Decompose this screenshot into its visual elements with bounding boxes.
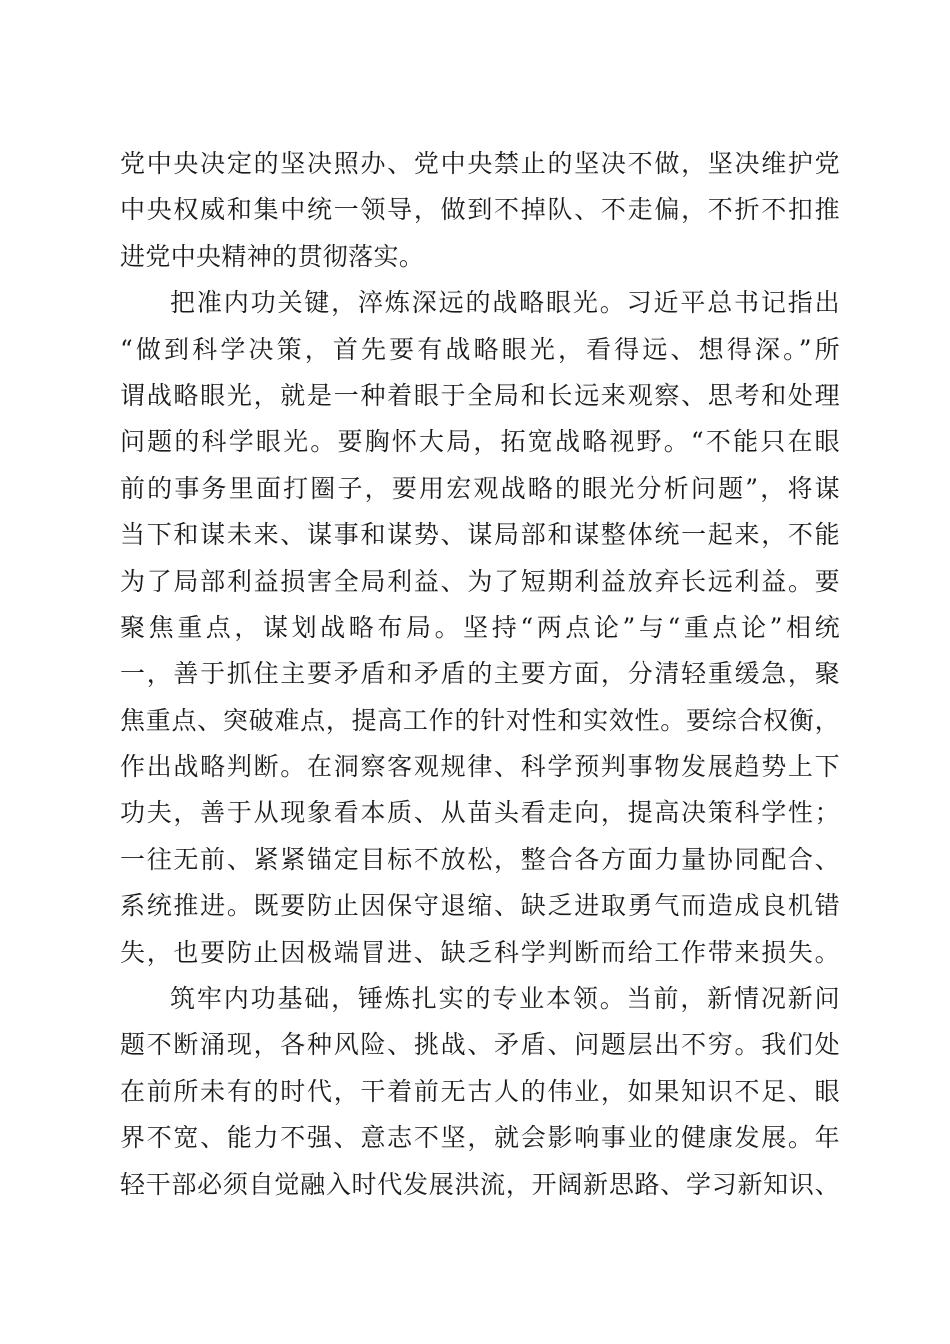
text-line: 聚焦重点，谋划战略布局。坚持“两点论”与“重点论”相统 bbox=[120, 612, 840, 642]
text-line: 一，善于抓住主要矛盾和矛盾的主要方面，分清轻重缓急，聚 bbox=[120, 659, 840, 689]
text-line: 题不断涌现，各种风险、挑战、矛盾、问题层出不穷。我们处 bbox=[120, 1030, 840, 1060]
paragraph-1 bbox=[120, 141, 840, 280]
text-line: 筑牢内功基础，锤炼扎实的专业本领。当前，新情况新问 bbox=[170, 984, 840, 1014]
paragraph-2 bbox=[120, 280, 840, 976]
text-line: 把准内功关键，淬炼深远的战略眼光。习近平总书记指出 bbox=[170, 288, 840, 318]
paragraph-3 bbox=[120, 976, 840, 1208]
text-line: 界不宽、能力不强、意志不坚，就会影响事业的健康发展。年 bbox=[120, 1123, 840, 1153]
text-line: 焦重点、突破难点，提高工作的针对性和实效性。要综合权衡， bbox=[120, 705, 840, 735]
text-line: 前的事务里面打圈子，要用宏观战略的眼光分析问题”，将谋 bbox=[120, 473, 840, 503]
text-line: 党中央决定的坚决照办、党中央禁止的坚决不做，坚决维护党 bbox=[120, 149, 840, 178]
text-line: “做到科学决策，首先要有战略眼光，看得远、想得深。”所 bbox=[120, 334, 840, 364]
text-line: 为了局部利益损害全局利益、为了短期利益放弃长远利益。要 bbox=[120, 566, 840, 596]
text-line: 功夫，善于从现象看本质、从苗头看走向，提高决策科学性； bbox=[120, 798, 840, 828]
text-line: 当下和谋未来、谋事和谋势、谋局部和谋整体统一起来，不能 bbox=[120, 520, 840, 550]
text-line: 系统推进。既要防止因保守退缩、缺乏进取勇气而造成良机错 bbox=[120, 891, 840, 921]
text-line: 一往无前、紧紧锚定目标不放松，整合各方面力量协同配合、 bbox=[120, 844, 840, 874]
document-body bbox=[120, 141, 840, 1208]
text-line: 中央权威和集中统一领导，做到不掉队、不走偏，不折不扣推 bbox=[120, 195, 840, 225]
text-line: 问题的科学眼光。要胸怀大局，拓宽战略视野。“不能只在眼 bbox=[120, 427, 840, 457]
text-line: 失，也要防止因极端冒进、缺乏科学判断而给工作带来损失。 bbox=[120, 937, 840, 967]
text-line: 作出战略判断。在洞察客观规律、科学预判事物发展趋势上下 bbox=[120, 752, 840, 782]
text-line: 谓战略眼光，就是一种着眼于全局和长远来观察、思考和处理 bbox=[120, 380, 840, 410]
text-line: 在前所未有的时代，干着前无古人的伟业，如果知识不足、眼 bbox=[120, 1076, 840, 1106]
text-line: 轻干部必须自觉融入时代发展洪流，开阔新思路、学习新知识、 bbox=[120, 1169, 840, 1199]
text-line: 进党中央精神的贯彻落实。 bbox=[120, 241, 425, 271]
